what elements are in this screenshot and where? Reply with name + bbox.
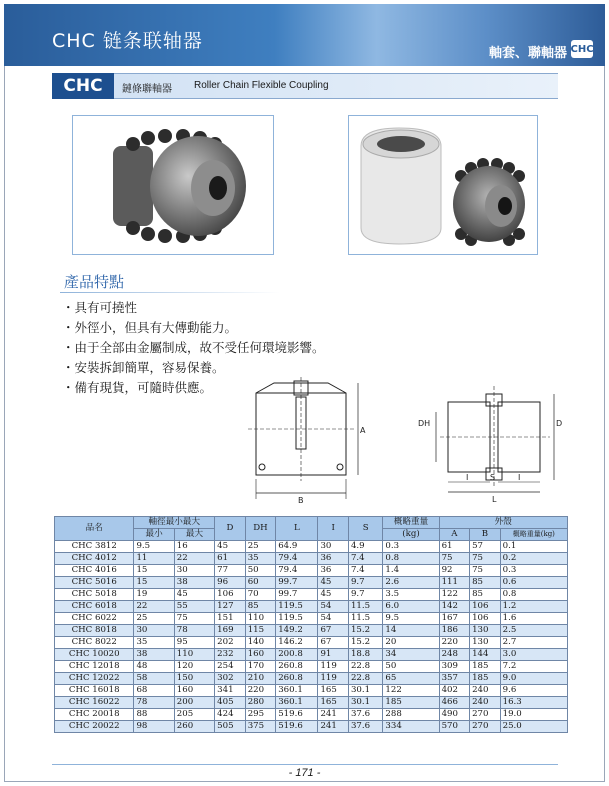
table-cell: 75: [470, 565, 501, 577]
table-cell: 67: [318, 625, 349, 637]
table-cell: 11: [134, 553, 174, 565]
table-cell: 241: [318, 709, 349, 721]
table-cell: 185: [383, 697, 439, 709]
table-cell: 220: [439, 637, 470, 649]
table-row: [55, 577, 568, 589]
table-cell: 58: [134, 673, 174, 685]
table-cell: 64.9: [276, 541, 318, 553]
table-cell: 202: [215, 637, 246, 649]
table-cell: 130: [470, 625, 501, 637]
table-cell: 54: [318, 613, 349, 625]
section-title-bar: [52, 73, 558, 99]
table-cell: 19: [134, 589, 174, 601]
table-cell: 110: [245, 613, 276, 625]
table-cell: 119: [318, 661, 349, 673]
brand-logo-icon: [571, 40, 593, 58]
table-cell: 146.2: [276, 637, 318, 649]
table-cell: 30.1: [348, 697, 382, 709]
table-cell: 35: [245, 553, 276, 565]
table-cell: 360.1: [276, 697, 318, 709]
feature-item: ・由于全部由金屬制成，故不受任何環境影響。: [62, 340, 325, 355]
table-cell: 85: [470, 589, 501, 601]
table-cell: 37.6: [348, 709, 382, 721]
table-cell: 142: [439, 601, 470, 613]
table-cell: 38: [134, 649, 174, 661]
table-cell: 9.0: [500, 673, 567, 685]
header-cover-b: B: [470, 529, 501, 541]
table-cell: 0.8: [383, 553, 439, 565]
table-cell: 70: [245, 589, 276, 601]
table-cell: 232: [215, 649, 246, 661]
table-cell: 4.9: [348, 541, 382, 553]
table-cell: 30: [318, 541, 349, 553]
table-row: [55, 649, 568, 661]
table-cell: 96: [215, 577, 246, 589]
table-cell: 260.8: [276, 673, 318, 685]
header-banner: [4, 4, 605, 66]
table-cell: 9.6: [500, 685, 567, 697]
table-cell: 160: [245, 649, 276, 661]
header-cover-a: A: [439, 529, 470, 541]
table-row: [55, 625, 568, 637]
table-cell: 78: [134, 697, 174, 709]
table-cell: 170: [245, 661, 276, 673]
footer-divider: [52, 764, 558, 765]
table-cell: 248: [439, 649, 470, 661]
table-cell: 0.1: [500, 541, 567, 553]
table-cell: 15.2: [348, 625, 382, 637]
header-bore-min: 最小: [134, 529, 174, 541]
table-cell: 150: [174, 673, 214, 685]
table-cell: 57: [470, 541, 501, 553]
table-row: [55, 697, 568, 709]
table-cell: 54: [318, 601, 349, 613]
table-cell: 0.3: [383, 541, 439, 553]
table-cell: 22.8: [348, 673, 382, 685]
table-cell: 61: [439, 541, 470, 553]
table-cell: 9.7: [348, 577, 382, 589]
dimension-label-i2: I: [518, 473, 521, 482]
header-d: D: [215, 517, 246, 541]
table-cell: 0.6: [500, 577, 567, 589]
table-cell: 85: [245, 601, 276, 613]
table-cell-model: CHC 3812: [55, 541, 134, 553]
table-cell: 36: [318, 553, 349, 565]
table-cell: 88: [134, 709, 174, 721]
table-cell: 240: [470, 685, 501, 697]
table-cell: 185: [470, 673, 501, 685]
table-row: [55, 589, 568, 601]
feature-item: ・外徑小，但具有大傳動能力。: [62, 320, 238, 335]
page-number: - 171 -: [288, 767, 321, 779]
table-cell: 466: [439, 697, 470, 709]
table-cell: 110: [174, 649, 214, 661]
table-cell: 0.8: [500, 589, 567, 601]
table-cell: 122: [439, 589, 470, 601]
table-cell: 15.2: [348, 637, 382, 649]
table-cell: 115: [245, 625, 276, 637]
table-cell: 34: [383, 649, 439, 661]
table-cell: 50: [245, 565, 276, 577]
dimension-label-b: B: [298, 496, 304, 505]
table-cell: 92: [439, 565, 470, 577]
table-cell: 3.5: [383, 589, 439, 601]
product-photo-coupling-with-cover: [348, 115, 538, 255]
table-row: [55, 661, 568, 673]
table-cell: 424: [215, 709, 246, 721]
table-cell: 18.8: [348, 649, 382, 661]
table-cell: 200.8: [276, 649, 318, 661]
header-weight: 概略重量: [383, 517, 439, 529]
product-photo-coupling: [72, 115, 274, 255]
table-cell: 127: [215, 601, 246, 613]
table-cell: 75: [439, 553, 470, 565]
table-cell-model: CHC 12018: [55, 661, 134, 673]
table-cell: 61: [215, 553, 246, 565]
table-cell-model: CHC 8022: [55, 637, 134, 649]
table-cell: 48: [134, 661, 174, 673]
table-cell: 95: [174, 637, 214, 649]
table-cell: 25.0: [500, 721, 567, 733]
table-cell: 99.7: [276, 577, 318, 589]
table-cell: 79.4: [276, 553, 318, 565]
table-cell: 288: [383, 709, 439, 721]
dimension-label-d: D: [556, 419, 563, 428]
table-cell: 98: [134, 721, 174, 733]
dimension-label-s: S: [490, 473, 496, 482]
table-cell: 1.4: [383, 565, 439, 577]
table-cell: 205: [174, 709, 214, 721]
table-cell: 0.3: [500, 565, 567, 577]
table-cell: 169: [215, 625, 246, 637]
features-title: 產品特點: [64, 273, 125, 291]
header-category: 軸套、聯軸器: [488, 46, 567, 61]
table-cell: 119.5: [276, 613, 318, 625]
header-bore: 軸徑最小最大: [134, 517, 215, 529]
table-cell: 260.8: [276, 661, 318, 673]
table-cell: 9.7: [348, 589, 382, 601]
table-row: [55, 721, 568, 733]
table-cell-model: CHC 5016: [55, 577, 134, 589]
table-cell: 25: [245, 541, 276, 553]
table-cell: 106: [215, 589, 246, 601]
table-cell: 295: [245, 709, 276, 721]
table-cell: 25: [134, 613, 174, 625]
table-cell: 241: [318, 721, 349, 733]
table-cell: 519.6: [276, 721, 318, 733]
table-cell: 165: [318, 685, 349, 697]
table-cell: 165: [318, 697, 349, 709]
table-cell: 185: [470, 661, 501, 673]
table-cell-model: CHC 16022: [55, 697, 134, 709]
diagram-coupling-dimensions: [410, 380, 565, 510]
table-cell: 144: [470, 649, 501, 661]
table-cell: 490: [439, 709, 470, 721]
table-cell: 570: [439, 721, 470, 733]
table-cell: 11.5: [348, 613, 382, 625]
table-cell: 505: [215, 721, 246, 733]
table-cell-model: CHC 4012: [55, 553, 134, 565]
dimension-label-a: A: [360, 426, 366, 435]
table-cell: 99.7: [276, 589, 318, 601]
table-cell: 240: [470, 697, 501, 709]
feature-item: ・具有可撓性: [62, 300, 138, 315]
table-cell: 19.0: [500, 709, 567, 721]
table-cell: 111: [439, 577, 470, 589]
table-cell: 1.2: [500, 601, 567, 613]
table-cell: 9.5: [134, 541, 174, 553]
table-cell: 260: [174, 721, 214, 733]
table-cell-model: CHC 20022: [55, 721, 134, 733]
table-row: [55, 685, 568, 697]
table-cell: 186: [439, 625, 470, 637]
table-cell: 140: [245, 637, 276, 649]
table-cell: 402: [439, 685, 470, 697]
table-cell: 45: [215, 541, 246, 553]
table-cell: 75: [174, 613, 214, 625]
table-cell: 6.0: [383, 601, 439, 613]
table-cell: 9.5: [383, 613, 439, 625]
table-cell: 50: [383, 661, 439, 673]
table-cell: 77: [215, 565, 246, 577]
features-divider: [60, 292, 280, 293]
table-cell: 22: [134, 601, 174, 613]
table-cell: 119.5: [276, 601, 318, 613]
table-cell: 91: [318, 649, 349, 661]
header-title: CHC 链条联轴器: [52, 30, 203, 52]
table-row: [55, 673, 568, 685]
table-cell: 60: [245, 577, 276, 589]
table-cell: 45: [318, 589, 349, 601]
spec-table: [54, 516, 568, 733]
header-model: 品名: [55, 517, 134, 541]
table-cell: 167: [439, 613, 470, 625]
table-cell: 55: [174, 601, 214, 613]
header-cover-weight: 概略重量(kg): [500, 529, 567, 541]
table-cell: 20: [383, 637, 439, 649]
table-cell: 254: [215, 661, 246, 673]
table-cell: 130: [470, 637, 501, 649]
table-cell: 334: [383, 721, 439, 733]
table-cell: 15: [134, 577, 174, 589]
table-row: [55, 553, 568, 565]
dimension-label-dh: DH: [418, 419, 431, 428]
table-cell: 149.2: [276, 625, 318, 637]
table-cell: 270: [470, 721, 501, 733]
table-cell: 200: [174, 697, 214, 709]
table-cell: 280: [245, 697, 276, 709]
table-cell: 151: [215, 613, 246, 625]
table-cell: 7.4: [348, 553, 382, 565]
feature-item: ・備有現貨，可隨時供應。: [62, 380, 213, 395]
brand-logo-text: CHC: [570, 43, 594, 55]
table-cell: 78: [174, 625, 214, 637]
table-row: [55, 613, 568, 625]
table-cell: 38: [174, 577, 214, 589]
table-cell-model: CHC 6018: [55, 601, 134, 613]
table-cell: 120: [174, 661, 214, 673]
table-cell: 357: [439, 673, 470, 685]
table-row: [55, 565, 568, 577]
header-weight-unit: (kg): [383, 529, 439, 541]
header-s: S: [348, 517, 382, 541]
table-row: [55, 637, 568, 649]
header-bore-max: 最大: [174, 529, 214, 541]
table-cell: 68: [134, 685, 174, 697]
header-cover: 外殼: [439, 517, 567, 529]
table-cell: 36: [318, 565, 349, 577]
table-cell: 79.4: [276, 565, 318, 577]
table-cell: 35: [134, 637, 174, 649]
table-cell: 2.5: [500, 625, 567, 637]
section-tag: CHC: [52, 73, 114, 99]
table-cell: 360.1: [276, 685, 318, 697]
section-cn-title: 鏈條聯軸器: [122, 84, 172, 95]
table-cell: 67: [318, 637, 349, 649]
table-cell: 15: [134, 565, 174, 577]
table-cell-model: CHC 5018: [55, 589, 134, 601]
table-cell: 405: [215, 697, 246, 709]
table-cell: 16.3: [500, 697, 567, 709]
table-cell: 22: [174, 553, 214, 565]
table-cell: 30: [134, 625, 174, 637]
table-cell: 3.0: [500, 649, 567, 661]
table-cell-model: CHC 8018: [55, 625, 134, 637]
table-cell: 14: [383, 625, 439, 637]
table-cell: 65: [383, 673, 439, 685]
table-cell: 1.6: [500, 613, 567, 625]
table-cell: 210: [245, 673, 276, 685]
table-cell: 341: [215, 685, 246, 697]
table-cell: 160: [174, 685, 214, 697]
section-en-title: Roller Chain Flexible Coupling: [194, 80, 329, 91]
table-cell: 75: [470, 553, 501, 565]
table-cell-model: CHC 6022: [55, 613, 134, 625]
dimension-label-l: L: [492, 495, 497, 504]
dimension-label-i: I: [466, 473, 469, 482]
header-dh: DH: [245, 517, 276, 541]
table-row: [55, 709, 568, 721]
table-cell: 309: [439, 661, 470, 673]
table-row: [55, 541, 568, 553]
table-cell: 2.7: [500, 637, 567, 649]
table-cell: 106: [470, 613, 501, 625]
table-cell: 22.8: [348, 661, 382, 673]
table-cell: 7.4: [348, 565, 382, 577]
table-cell: 2.6: [383, 577, 439, 589]
table-cell: 7.2: [500, 661, 567, 673]
table-cell-model: CHC 20018: [55, 709, 134, 721]
table-cell-model: CHC 16018: [55, 685, 134, 697]
table-cell: 30.1: [348, 685, 382, 697]
table-cell: 119: [318, 673, 349, 685]
table-cell-model: CHC 10020: [55, 649, 134, 661]
header-l: L: [276, 517, 318, 541]
table-cell: 16: [174, 541, 214, 553]
table-cell: 45: [174, 589, 214, 601]
table-cell: 106: [470, 601, 501, 613]
table-cell: 11.5: [348, 601, 382, 613]
table-cell: 37.6: [348, 721, 382, 733]
table-cell: 30: [174, 565, 214, 577]
table-cell: 220: [245, 685, 276, 697]
table-row: [55, 601, 568, 613]
table-cell: 519.6: [276, 709, 318, 721]
table-cell: 302: [215, 673, 246, 685]
header-i: I: [318, 517, 349, 541]
feature-item: ・安裝拆卸簡單，容易保養。: [62, 360, 225, 375]
table-cell: 270: [470, 709, 501, 721]
table-cell: 122: [383, 685, 439, 697]
table-cell: 85: [470, 577, 501, 589]
table-cell: 375: [245, 721, 276, 733]
diagram-cover-dimensions: [236, 375, 376, 510]
table-cell-model: CHC 12022: [55, 673, 134, 685]
table-cell: 0.2: [500, 553, 567, 565]
table-cell: 45: [318, 577, 349, 589]
table-cell-model: CHC 4016: [55, 565, 134, 577]
spec-table-body: [55, 541, 568, 733]
